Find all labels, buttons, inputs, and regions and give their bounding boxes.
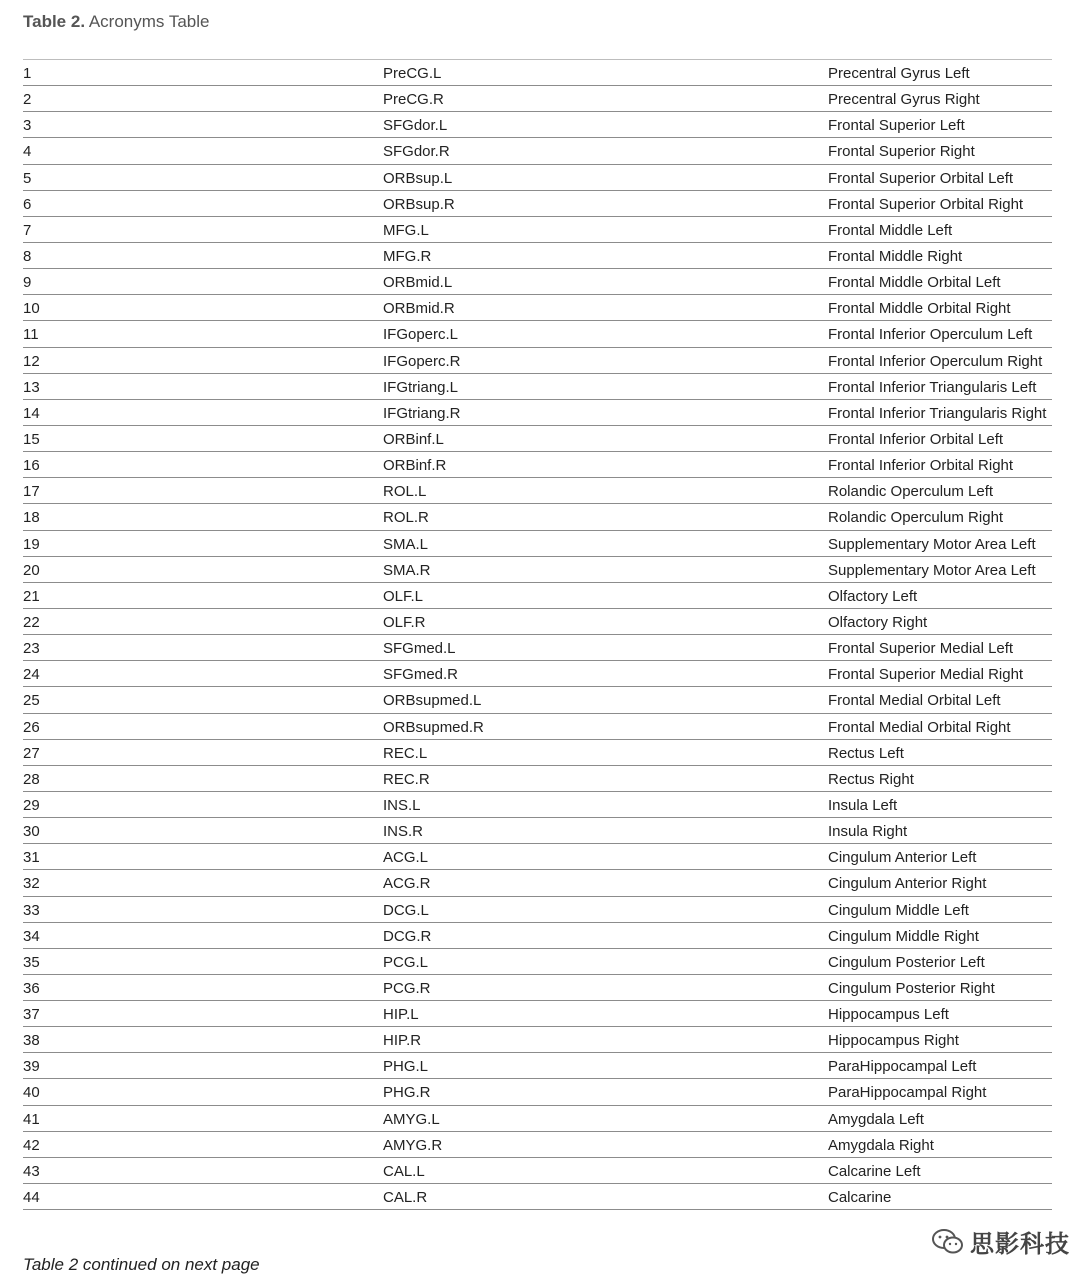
row-number: 35	[23, 953, 40, 971]
table-row	[23, 60, 1052, 86]
row-acronym: REC.R	[383, 770, 430, 788]
row-number: 5	[23, 169, 32, 187]
row-acronym: OLF.L	[383, 587, 424, 605]
row-acronym: DCG.L	[383, 901, 429, 919]
table-row	[23, 1053, 1052, 1079]
row-acronym: REC.L	[383, 744, 428, 762]
table-row	[23, 112, 1052, 138]
row-number: 1	[23, 65, 32, 82]
table-row	[23, 504, 1052, 530]
row-region-name: Amygdala Right	[828, 1136, 934, 1154]
row-region-name: Cingulum Posterior Left	[828, 953, 985, 971]
row-region-name: Frontal Superior Right	[828, 143, 975, 161]
table-row	[23, 1158, 1052, 1184]
row-number: 40	[23, 1084, 40, 1102]
row-number: 30	[23, 823, 40, 841]
row-number: 19	[23, 535, 40, 553]
row-region-name: Rolandic Operculum Right	[828, 509, 1004, 527]
table-row	[23, 348, 1052, 374]
row-region-name: Olfactory Right	[828, 613, 928, 631]
row-region-name: Cingulum Anterior Left	[828, 849, 977, 867]
row-acronym: HIP.L	[383, 1006, 419, 1024]
row-acronym: ACG.R	[383, 875, 431, 893]
row-acronym: IFGoperc.R	[383, 352, 461, 370]
row-number: 24	[23, 666, 40, 684]
row-acronym: SFGdor.R	[383, 143, 450, 161]
row-region-name: Rectus Right	[828, 770, 914, 788]
table-row	[23, 661, 1052, 687]
row-acronym: INS.L	[383, 796, 421, 814]
table-row	[23, 374, 1052, 400]
table-row	[23, 1106, 1052, 1132]
row-region-name: Insula Left	[828, 796, 898, 814]
row-acronym: ROL.R	[383, 509, 429, 527]
table-row	[23, 165, 1052, 191]
row-acronym: IFGtriang.R	[383, 404, 461, 422]
row-region-name: Frontal Inferior Operculum Left	[828, 326, 1033, 344]
row-acronym: SFGdor.L	[383, 117, 448, 135]
row-region-name: Frontal Inferior Operculum Right	[828, 352, 1043, 370]
row-number: 18	[23, 509, 40, 527]
row-number: 34	[23, 927, 40, 945]
row-number: 42	[23, 1136, 40, 1154]
row-region-name: Frontal Middle Right	[828, 247, 963, 265]
row-acronym: MFG.L	[383, 221, 429, 239]
row-acronym: ORBinf.R	[383, 457, 447, 475]
row-acronym: ORBsupmed.R	[383, 718, 484, 736]
row-acronym: PreCG.L	[383, 65, 442, 82]
row-number: 44	[23, 1189, 40, 1207]
row-number: 14	[23, 404, 40, 422]
row-number: 21	[23, 587, 40, 605]
table-row	[23, 1184, 1052, 1210]
row-acronym: SMA.R	[383, 561, 431, 579]
row-number: 3	[23, 117, 32, 135]
table-row	[23, 1001, 1052, 1027]
row-acronym: PHG.L	[383, 1058, 429, 1076]
table-row	[23, 531, 1052, 557]
row-number: 31	[23, 849, 40, 867]
table-row	[23, 86, 1052, 112]
row-number: 7	[23, 221, 32, 239]
row-region-name: Cingulum Middle Right	[828, 927, 979, 945]
table-row	[23, 1132, 1052, 1158]
row-region-name: Frontal Inferior Triangularis Right	[828, 404, 1047, 422]
row-region-name: Frontal Middle Orbital Right	[828, 300, 1011, 318]
row-region-name: Frontal Medial Orbital Right	[828, 718, 1011, 736]
row-acronym: DCG.R	[383, 927, 432, 945]
table-row	[23, 217, 1052, 243]
row-region-name: Calcarine Left	[828, 1162, 921, 1180]
table-row	[23, 269, 1052, 295]
row-region-name: Frontal Middle Left	[828, 221, 953, 239]
table-row	[23, 295, 1052, 321]
row-region-name: Frontal Inferior Orbital Left	[828, 430, 1004, 448]
table-row	[23, 897, 1052, 923]
row-region-name: Amygdala Left	[828, 1110, 924, 1128]
table-row	[23, 138, 1052, 164]
row-number: 33	[23, 901, 40, 919]
table-row	[23, 818, 1052, 844]
table-row	[23, 635, 1052, 661]
row-acronym: PCG.L	[383, 953, 429, 971]
row-number: 27	[23, 744, 40, 762]
table-row	[23, 975, 1052, 1001]
table-continuation-note: Table 2 continued on next page	[23, 1255, 260, 1274]
row-acronym: CAL.R	[383, 1189, 428, 1207]
row-acronym: INS.R	[383, 823, 424, 841]
acronyms-table	[23, 60, 1052, 1210]
row-region-name: Cingulum Posterior Right	[828, 979, 995, 997]
row-region-name: Rectus Left	[828, 744, 904, 762]
row-region-name: Frontal Superior Orbital Right	[828, 195, 1024, 213]
row-acronym: SFGmed.L	[383, 640, 456, 658]
row-number: 13	[23, 378, 40, 396]
row-acronym: CAL.L	[383, 1162, 425, 1180]
table-row	[23, 949, 1052, 975]
row-region-name: Precentral Gyrus Left	[828, 65, 970, 82]
table-caption	[23, 12, 209, 32]
row-acronym: ROL.L	[383, 483, 427, 501]
row-number: 16	[23, 457, 40, 475]
document-page	[23, 0, 1052, 1286]
row-acronym: OLF.R	[383, 613, 426, 631]
row-acronym: AMYG.R	[383, 1136, 443, 1154]
row-region-name: Frontal Superior Medial Right	[828, 666, 1024, 684]
row-region-name: Frontal Inferior Orbital Right	[828, 457, 1014, 475]
table-row	[23, 191, 1052, 217]
row-region-name: Cingulum Middle Left	[828, 901, 969, 919]
table-row	[23, 1027, 1052, 1053]
row-number: 32	[23, 875, 40, 893]
row-number: 43	[23, 1162, 40, 1180]
row-region-name: Hippocampus Right	[828, 1032, 959, 1050]
row-acronym: IFGoperc.L	[383, 326, 459, 344]
table-row	[23, 740, 1052, 766]
table-row	[23, 792, 1052, 818]
row-region-name: Frontal Middle Orbital Left	[828, 274, 1001, 292]
row-region-name: Supplementary Motor Area Left	[828, 561, 1036, 579]
row-number: 17	[23, 483, 40, 501]
row-number: 37	[23, 1006, 40, 1024]
row-acronym: PreCG.R	[383, 91, 444, 109]
row-region-name: Rolandic Operculum Left	[828, 483, 994, 501]
row-acronym: ORBsup.R	[383, 195, 455, 213]
table-row	[23, 714, 1052, 740]
row-region-name: Insula Right	[828, 823, 908, 841]
row-number: 28	[23, 770, 40, 788]
row-number: 2	[23, 91, 32, 109]
table-row	[23, 243, 1052, 269]
row-region-name: Frontal Superior Orbital Left	[828, 169, 1014, 187]
row-number: 23	[23, 640, 40, 658]
row-acronym: AMYG.L	[383, 1110, 440, 1128]
row-number: 39	[23, 1058, 40, 1076]
row-acronym: PHG.R	[383, 1084, 431, 1102]
row-number: 38	[23, 1032, 40, 1050]
row-number: 12	[23, 352, 40, 370]
row-acronym: ORBmid.L	[383, 274, 453, 292]
row-number: 22	[23, 613, 40, 631]
row-region-name: ParaHippocampal Right	[828, 1084, 987, 1102]
wechat-icon	[930, 1227, 966, 1257]
row-acronym: SFGmed.R	[383, 666, 459, 684]
table-row	[23, 609, 1052, 635]
row-region-name: Frontal Superior Left	[828, 117, 965, 135]
row-acronym: ORBinf.L	[383, 430, 444, 448]
row-acronym: ACG.L	[383, 849, 429, 867]
table-row	[23, 923, 1052, 949]
row-number: 15	[23, 430, 40, 448]
row-region-name: Calcarine	[828, 1189, 892, 1207]
table-caption-title: Acronyms Table	[88, 12, 210, 31]
table-row	[23, 452, 1052, 478]
table-caption-label: Table 2.	[23, 12, 86, 31]
row-acronym: IFGtriang.L	[383, 378, 459, 396]
row-number: 25	[23, 692, 40, 710]
watermark-text: 思影科技	[970, 1230, 1070, 1258]
row-region-name: Frontal Superior Medial Left	[828, 640, 1014, 658]
row-acronym: HIP.R	[383, 1032, 422, 1050]
row-number: 29	[23, 796, 40, 814]
row-number: 20	[23, 561, 40, 579]
row-region-name: Cingulum Anterior Right	[828, 875, 987, 893]
table-row	[23, 557, 1052, 583]
table-row	[23, 844, 1052, 870]
row-number: 4	[23, 143, 32, 161]
row-number: 10	[23, 300, 40, 318]
row-acronym: PCG.R	[383, 979, 431, 997]
table-row	[23, 583, 1052, 609]
row-acronym: SMA.L	[383, 535, 429, 553]
table-row	[23, 687, 1052, 713]
row-acronym: ORBsupmed.L	[383, 692, 482, 710]
table-row	[23, 400, 1052, 426]
row-region-name: Frontal Inferior Triangularis Left	[828, 378, 1037, 396]
row-number: 8	[23, 247, 32, 265]
row-region-name: Olfactory Left	[828, 587, 918, 605]
table-row	[23, 321, 1052, 347]
table-row	[23, 1079, 1052, 1105]
table-row	[23, 766, 1052, 792]
row-acronym: ORBmid.R	[383, 300, 455, 318]
row-acronym: ORBsup.L	[383, 169, 453, 187]
row-region-name: Hippocampus Left	[828, 1006, 949, 1024]
row-region-name: ParaHippocampal Left	[828, 1058, 977, 1076]
watermark	[926, 1222, 1074, 1261]
row-number: 26	[23, 718, 40, 736]
table-row	[23, 870, 1052, 896]
row-number: 41	[23, 1110, 40, 1128]
row-number: 6	[23, 195, 32, 213]
row-acronym: MFG.R	[383, 247, 432, 265]
table-row	[23, 426, 1052, 452]
row-number: 9	[23, 274, 32, 292]
row-region-name: Precentral Gyrus Right	[828, 91, 980, 109]
table-row	[23, 478, 1052, 504]
row-region-name: Supplementary Motor Area Left	[828, 535, 1036, 553]
row-number: 36	[23, 979, 40, 997]
row-number: 11	[23, 326, 39, 344]
row-region-name: Frontal Medial Orbital Left	[828, 692, 1001, 710]
